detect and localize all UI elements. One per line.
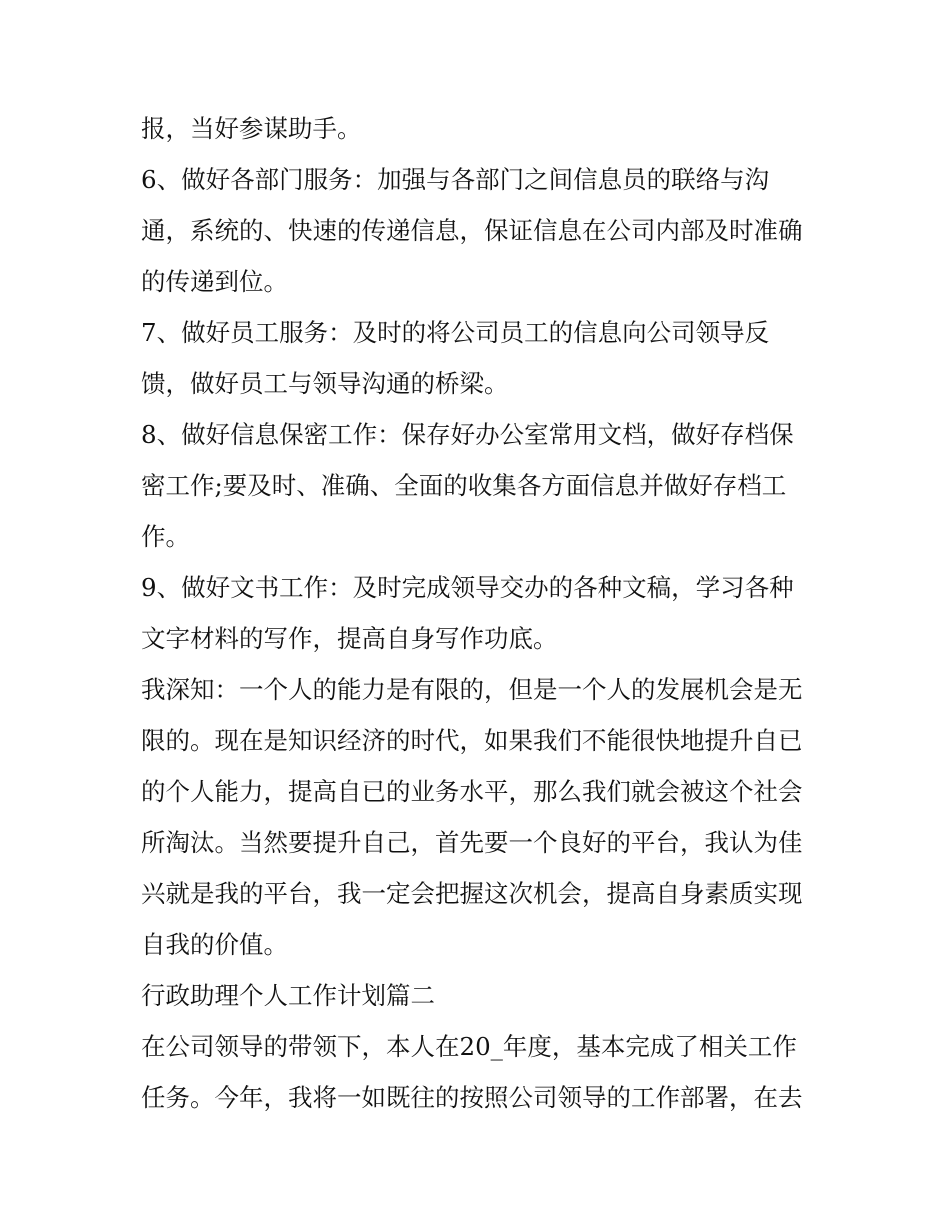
text-line: 文字材料的写作，提高自身写作功底。 (141, 624, 558, 653)
text-line: 通，系统的、快速的传递信息，保证信息在公司内部及时准确 (141, 216, 803, 245)
list-item-7: 7、做好员工服务：及时的将公司员工的信息向公司领导反 (141, 318, 770, 347)
paragraph-line: 限的。现在是知识经济的时代，如果我们不能很快地提升自已 (141, 726, 803, 755)
paragraph-line: 的个人能力，提高自已的业务水平，那么我们就会被这个社会 (141, 777, 803, 806)
paragraph-line: 我深知：一个人的能力是有限的，但是一个人的发展机会是无 (141, 675, 803, 704)
paragraph-line: 所淘汰。当然要提升自己，首先要一个良好的平台，我认为佳 (141, 828, 803, 857)
text-line: 的传递到位。 (141, 267, 288, 296)
text-line: 作。 (141, 522, 190, 551)
paragraph-line: 在公司领导的带领下，本人在20_年度，基本完成了相关工作 (141, 1032, 797, 1061)
paragraph-line: 兴就是我的平台，我一定会把握这次机会，提高自身素质实现 (141, 879, 803, 908)
list-item-9: 9、做好文书工作：及时完成领导交办的各种文稿，学习各种 (141, 573, 794, 602)
text-line: 报，当好参谋助手。 (141, 114, 362, 143)
paragraph-line: 任务。今年，我将一如既往的按照公司领导的工作部署，在去 (141, 1083, 803, 1112)
paragraph-line: 自我的价值。 (141, 930, 288, 959)
list-item-6: 6、做好各部门服务：加强与各部门之间信息员的联络与沟 (141, 165, 770, 194)
text-line: 密工作;要及时、准确、全面的收集各方面信息并做好存档工 (141, 471, 787, 500)
text-line: 馈，做好员工与领导沟通的桥梁。 (141, 369, 509, 398)
list-item-8: 8、做好信息保密工作：保存好办公室常用文档，做好存档保 (141, 420, 794, 449)
section-heading: 行政助理个人工作计划篇二 (141, 981, 435, 1010)
